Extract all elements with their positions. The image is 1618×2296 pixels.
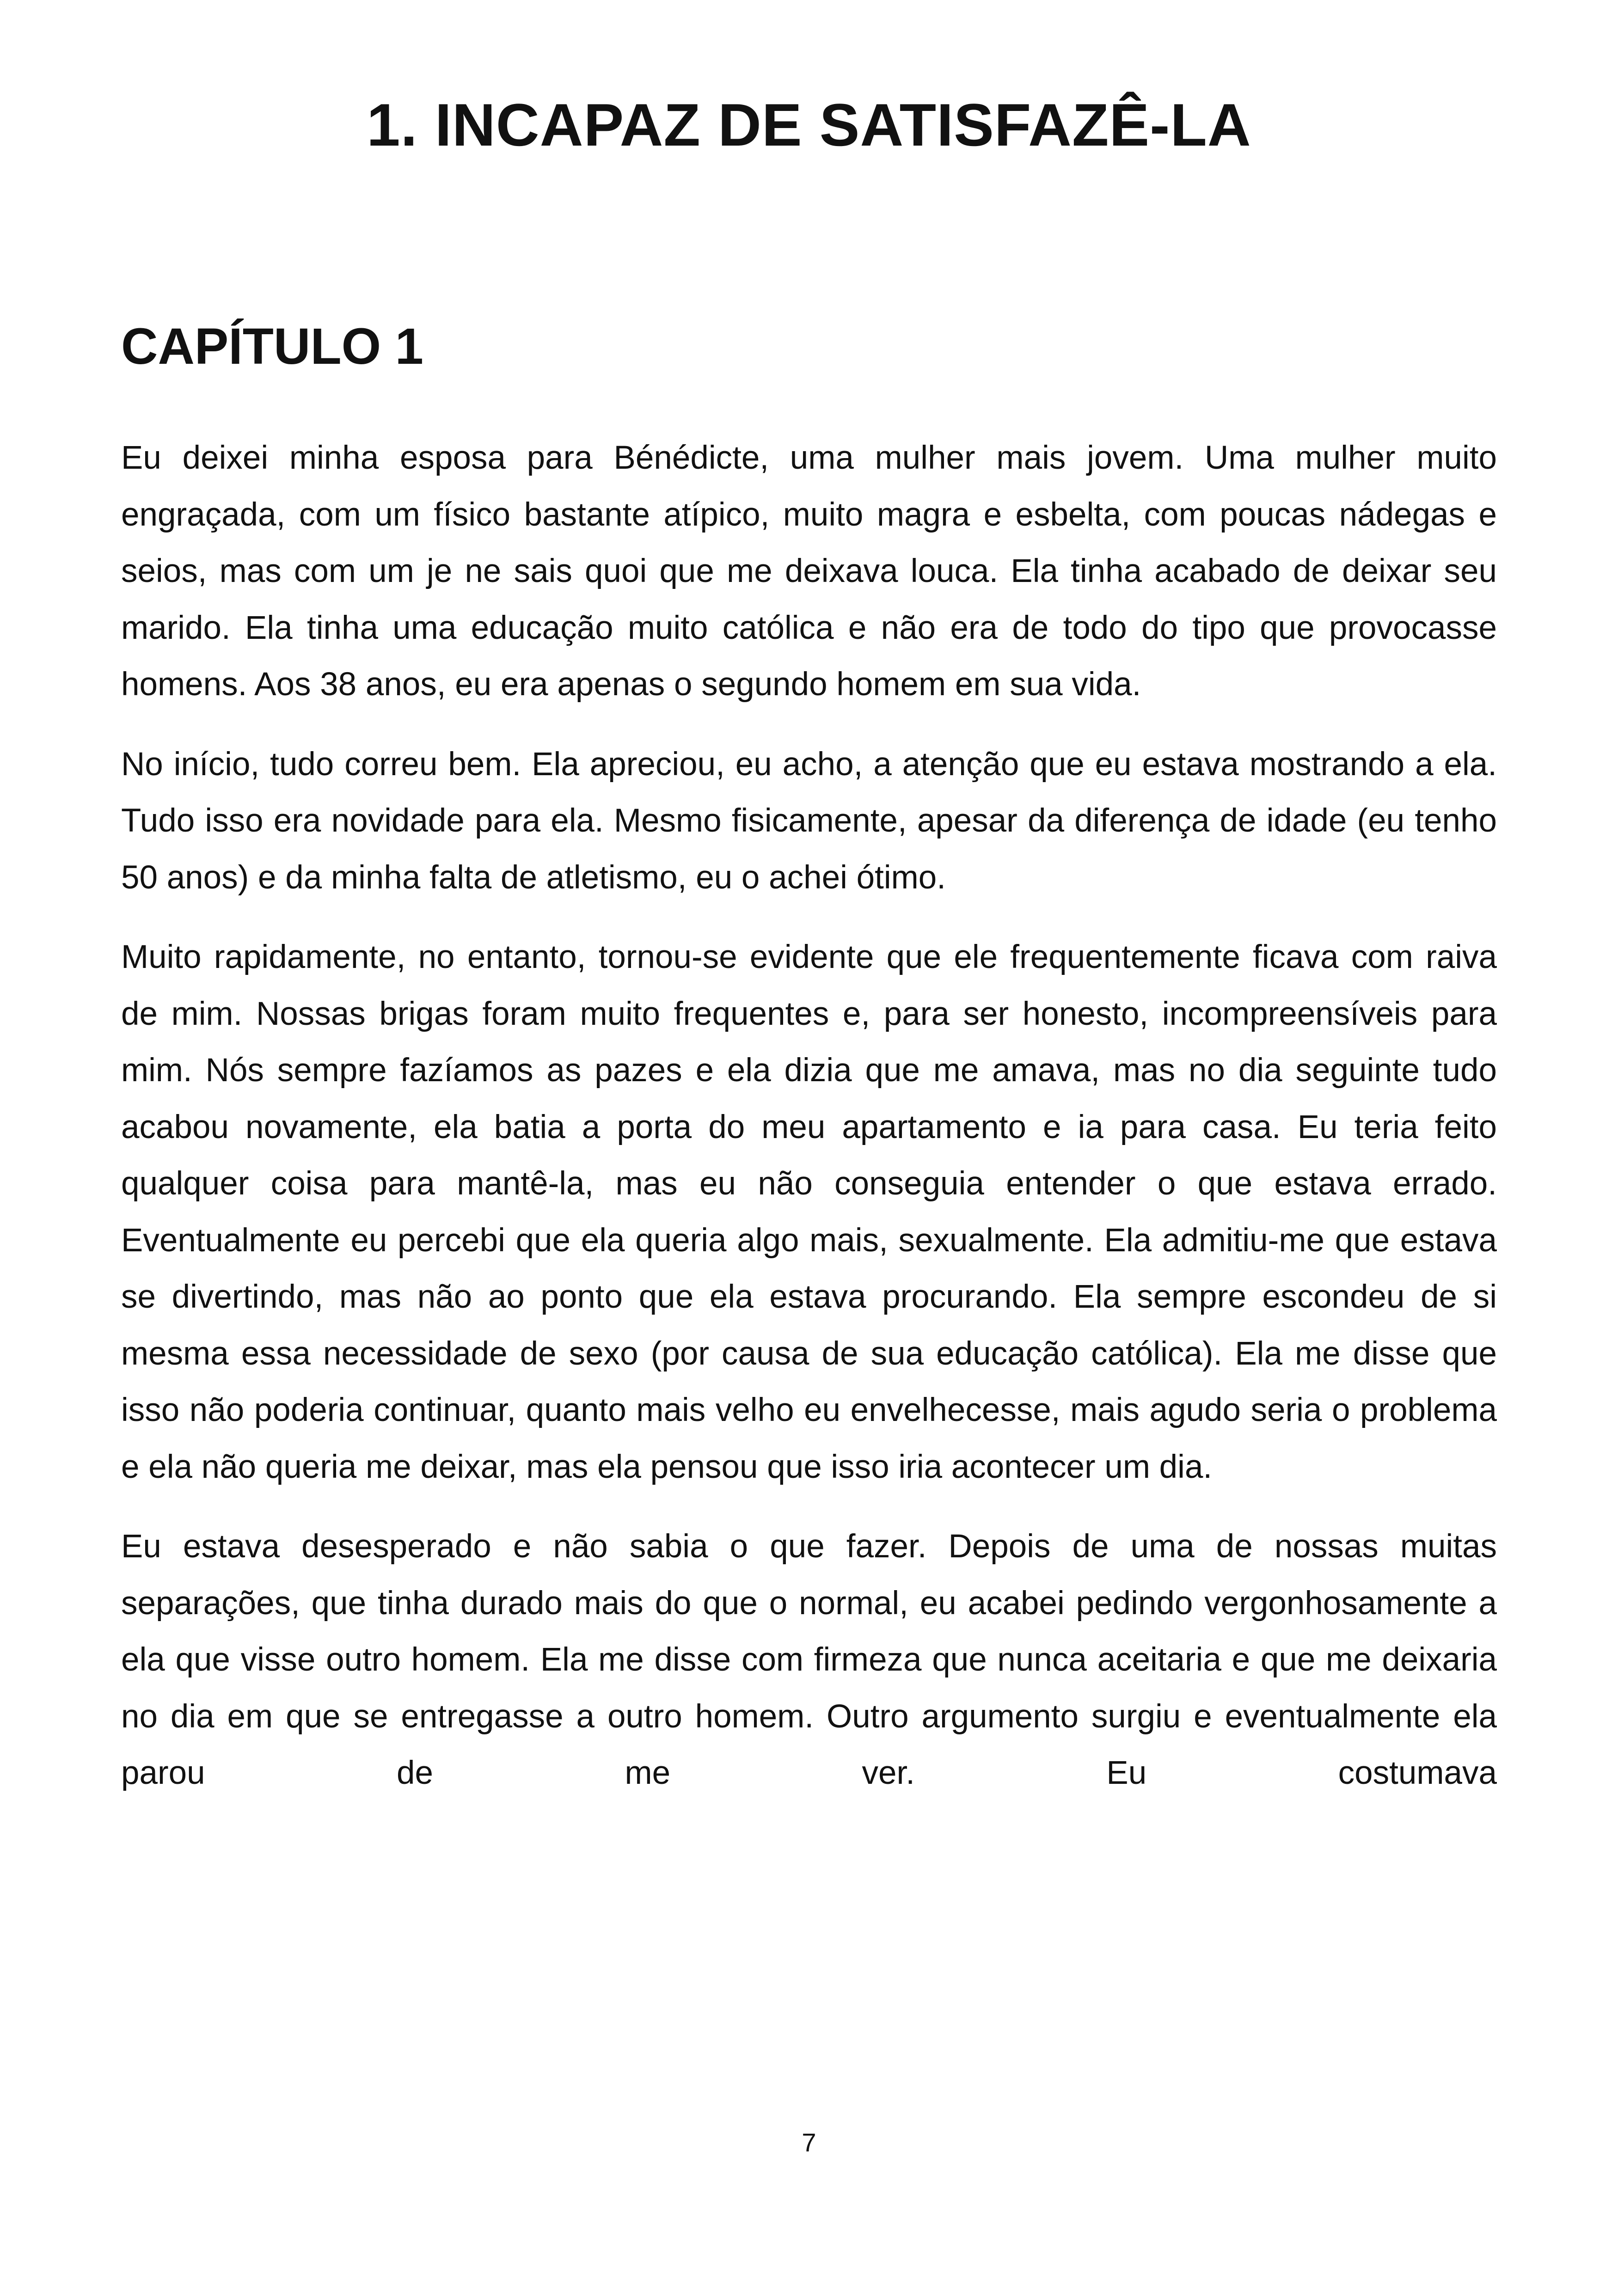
book-title: 1. INCAPAZ DE SATISFAZÊ-LA	[367, 91, 1251, 159]
page-number: 7	[802, 2128, 816, 2157]
paragraph: No início, tudo correu bem. Ela apreciou, eu acho, a atenção que eu estava mostrando a ela. Tudo isso era novidade para ela. Mesmo fisicamente, apesar da diferença de idade (eu tenho 50 anos) e da minha falta de atletismo, eu o achei ótimo.	[121, 746, 1497, 896]
paragraph: Muito rapidamente, no entanto, tornou-se evidente que ele frequentemente ficava com raiva de mim. Nossas brigas foram muito frequentes e, para ser honesto, incompreensíveis para mim. Nós sempre fazíamos as pazes e ela dizia que me amava, mas no dia seguinte tudo acabou novamente, ela batia a porta do meu apartamento e ia para casa. Eu teria feito qualquer coisa para mantê-la, mas eu não conseguia entender o que estava errado. Eventualmente eu percebi que ela queria algo mais, sexualmente. Ela admitiu-me que estava se divertindo, mas não ao ponto que ela estava procurando. Ela sempre escondeu de si mesma essa necessidade de sexo (por causa de sua educação católica). Ela me disse que isso não poderia continuar, quanto mais velho eu envelhecesse, mais agudo seria o problema e ela não queria me deixar, mas ela pensou que isso iria acontecer um dia.	[121, 939, 1497, 1485]
paragraph: Eu deixei minha esposa para Bénédicte, uma mulher mais jovem. Uma mulher muito engraçada, com um físico bastante atípico, muito magra e esbelta, com poucas nádegas e seios, mas com um je ne sais quoi que me deixava louca. Ela tinha acabado de deixar seu marido. Ela tinha uma educação muito católica e não era de todo do tipo que provocasse homens. Aos 38 anos, eu era apenas o segundo homem em sua vida.	[121, 440, 1497, 703]
chapter-heading: CAPÍTULO 1	[121, 318, 423, 375]
paragraph: Eu estava desesperado e não sabia o que fazer. Depois de uma de nossas muitas separações, que tinha durado mais do que o normal, eu acabei pedindo vergonhosamente a ela que visse outro homem. Ela me disse com firmeza que nunca aceitaria e que me deixaria no dia em que se entregasse a outro homem. Outro argumento surgiu e eventualmente ela parou de me ver. Eu costumava	[121, 1528, 1497, 1791]
body-text	[121, 430, 1497, 1802]
